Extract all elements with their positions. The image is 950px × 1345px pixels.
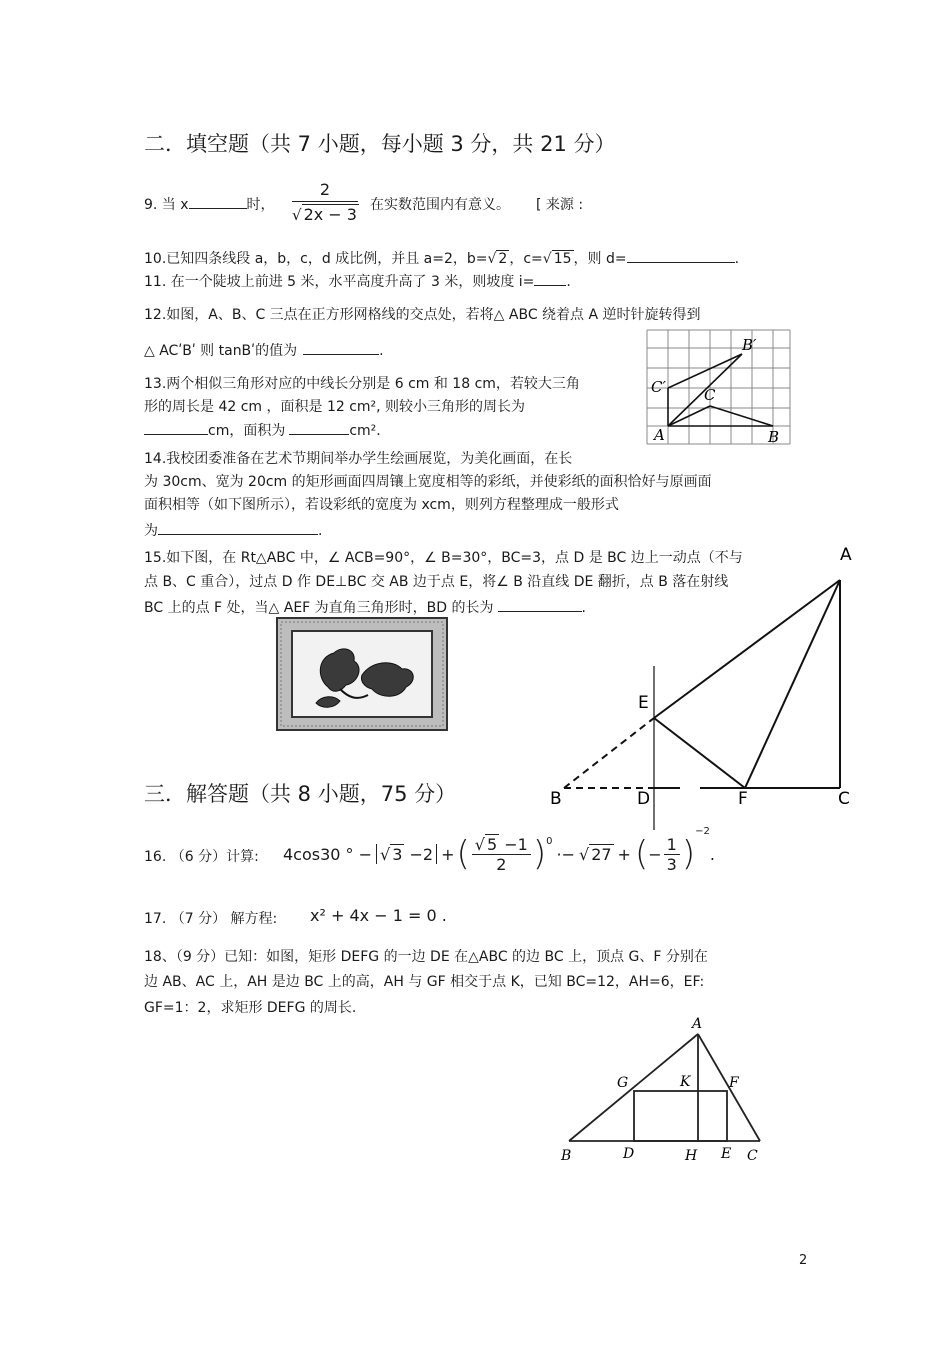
question-11 (144, 271, 571, 291)
label-G: G (617, 1075, 629, 1091)
q13-unit1: cm，面积为 (208, 423, 286, 439)
q16-abs-radicand: 3 (392, 845, 403, 864)
q16-label: 16. （6 分）计算: (144, 849, 259, 865)
label-C-prime: C′ (651, 378, 666, 396)
q9-tail: 在实数范围内有意义。 (370, 197, 510, 213)
q14-line2: 为 30cm、宽为 20cm 的矩形画面四周镶上宽度相等的彩纸，并使彩纸的面积恰好与原画面 (144, 474, 712, 490)
label-D: D (623, 1146, 635, 1162)
q17-label: 17. （7 分） 解方程: (144, 911, 278, 927)
label-A: A (692, 1016, 703, 1032)
q11-end: . (566, 274, 571, 290)
q13-line2: 形的周长是 42 cm ，面积是 12 cm², 则较小三角形的周长为 (144, 399, 526, 415)
q16-expression: 4cos30 ° − √ 3 −2 + ( $\frac{√ 5 -1}{2}$ ) $^0$ ·− √ 27 + ( − $\frac{1}{3}$ ) $^{-2}$ . (283, 826, 715, 874)
q10-blank (627, 248, 735, 263)
q16-zero-exponent: 0 (546, 836, 553, 847)
q16-cos-term: 4cos30 ° − (283, 844, 373, 864)
question-10: 10.已知四条线段 a，b，c，d 成比例，并且 a=2，b=√ 2 ，c=√ 15 ，则 d= . (144, 248, 739, 268)
q12-line1: 12.如图，A、B、C 三点在正方形网格线的交点处，若将△ ABC 绕着点 A 逆时针旋转得到 (144, 307, 701, 323)
section-3-title: 三．解答题（共 8 小题，75 分） (144, 782, 457, 806)
q15-line3 (144, 597, 586, 617)
dashed-lines (564, 718, 654, 788)
q12-line2-text: △ ACʹBʹ 则 tanBʹ的值为 (144, 343, 298, 359)
framed-painting-figure (276, 617, 448, 731)
q16-plus-2: + (617, 844, 631, 864)
q16-frac2-sign: − (648, 844, 662, 864)
label-C: C (747, 1148, 758, 1164)
label-B: B (561, 1148, 572, 1164)
q12-end: . (379, 343, 384, 359)
q11-text: 11. 在一个陡坡上前进 5 米，水平高度升高了 3 米，则坡度 i= (144, 274, 535, 290)
q15-line3-text: BC 上的点 F 处，当△ AEF 为直角三角形时，BD 的长为 (144, 600, 494, 616)
label-C: C (838, 789, 850, 809)
label-F: F (738, 789, 748, 809)
q14-line1: 14.我校团委准备在艺术节期间举办学生绘画展览，为美化画面，在长 (144, 451, 573, 467)
label-C: C (704, 386, 716, 404)
q18-line2: 边 AB、AC 上，AH 是边 BC 上的高，AH 与 GF 相交于点 K，已知 BC=12，AH=6，EF: (144, 974, 705, 990)
q12-line2 (144, 340, 384, 360)
q9-source: [ 来源 : (536, 197, 584, 213)
grid-rotation-figure (640, 326, 800, 450)
label-H: H (685, 1148, 698, 1164)
q9-pre: 9. 当 x (144, 197, 189, 213)
q10-mid: ，c= (509, 251, 543, 267)
q14-blank (158, 520, 318, 535)
q10-end: . (734, 251, 740, 267)
q14-line4 (144, 520, 322, 540)
page-number: 2 (799, 1253, 808, 1268)
label-B: B (768, 428, 780, 446)
triangle-lines (654, 580, 840, 788)
q15-line2: 点 B、C 重合），过点 D 作 DE⊥BC 交 AB 边于点 E，将∠ B 沿直线 DE 翻折，点 B 落在射线 (144, 574, 729, 590)
q15-line1: 15.如下图，在 Rt△ABC 中，∠ ACB=90°，∠ B=30°，BC=3，点 D 是 BC 边上一动点（不与 (144, 550, 743, 566)
q18-line1: 18、（9 分）已知：如图，矩形 DEFG 的一边 DE 在△ABC 的边 BC 上，顶点 G、F 分别在 (144, 949, 708, 965)
q15-end: . (581, 600, 586, 616)
q12-blank (303, 340, 379, 355)
label-B: B (550, 789, 562, 809)
q16-exponent: −2 (695, 826, 710, 837)
q16-frac1-den: 2 (496, 855, 507, 874)
q10-post: ，则 d= (573, 251, 627, 267)
q14-line4-text: 为 (144, 523, 158, 539)
q11-blank (534, 271, 566, 286)
q16-radicand-27: 27 (591, 845, 612, 864)
q9-frac-den: 2x − 3 (303, 205, 357, 224)
q16-frac1-num-tail: −1 (499, 835, 528, 854)
right-triangle-fold-figure (540, 540, 870, 836)
q16-abs-tail: −2 (404, 845, 434, 864)
rectangle-in-triangle-figure (555, 1010, 775, 1170)
q16-plus-1: + (441, 844, 455, 864)
label-K: K (680, 1074, 691, 1090)
question-9 (144, 194, 275, 214)
label-E: E (721, 1146, 732, 1162)
q9-frac-num: 2 (292, 180, 358, 202)
q16-minus: ·− (556, 844, 575, 864)
label-A: A (654, 426, 665, 444)
label-F: F (729, 1075, 739, 1091)
q13-unit2: cm². (349, 423, 381, 439)
q9-blank (189, 194, 247, 209)
q13-blank-1 (144, 420, 208, 435)
q16-end: . (709, 844, 715, 864)
q16-abs-value: √ 3 −2 (376, 844, 437, 864)
q17-equation: x² + 4x − 1 = 0 . (310, 906, 447, 925)
q16-frac2-num: 1 (664, 835, 680, 855)
q14-line3: 面积相等（如下图所示），若设彩纸的宽度为 xcm，则列方程整理成一般形式 (144, 497, 619, 513)
q13-line1: 13.两个相似三角形对应的中线长分别是 6 cm 和 18 cm，若较大三角 (144, 376, 580, 392)
label-A: A (840, 545, 852, 565)
q16-frac-1: $\frac{√ 5 -1}{2}$ (472, 834, 531, 874)
q16-frac-2 (664, 835, 680, 874)
label-E: E (638, 693, 649, 713)
triangle-lines (668, 354, 773, 426)
q10-b-radicand: 2 (498, 251, 508, 267)
q10-c-radicand: 15 (553, 251, 572, 267)
section-2-title: 二．填空题（共 7 小题，每小题 3 分，共 21 分） (144, 132, 616, 156)
q9-fraction: 2 √ 2x − 3 (292, 180, 357, 224)
q13-blank-2 (289, 420, 349, 435)
q13-line3 (144, 420, 381, 440)
label-B-prime: B′ (742, 336, 757, 354)
q16-frac2-den: 3 (666, 854, 677, 874)
q18-line3: GF=1：2，求矩形 DEFG 的周长. (144, 1000, 357, 1016)
q10-pre: 10.已知四条线段 a，b，c，d 成比例，并且 a=2，b= (144, 251, 488, 267)
q9-post: 时， (246, 197, 275, 213)
q16-frac1-radicand: 5 (486, 835, 498, 854)
label-D: D (637, 789, 651, 809)
q14-end: . (318, 523, 323, 539)
